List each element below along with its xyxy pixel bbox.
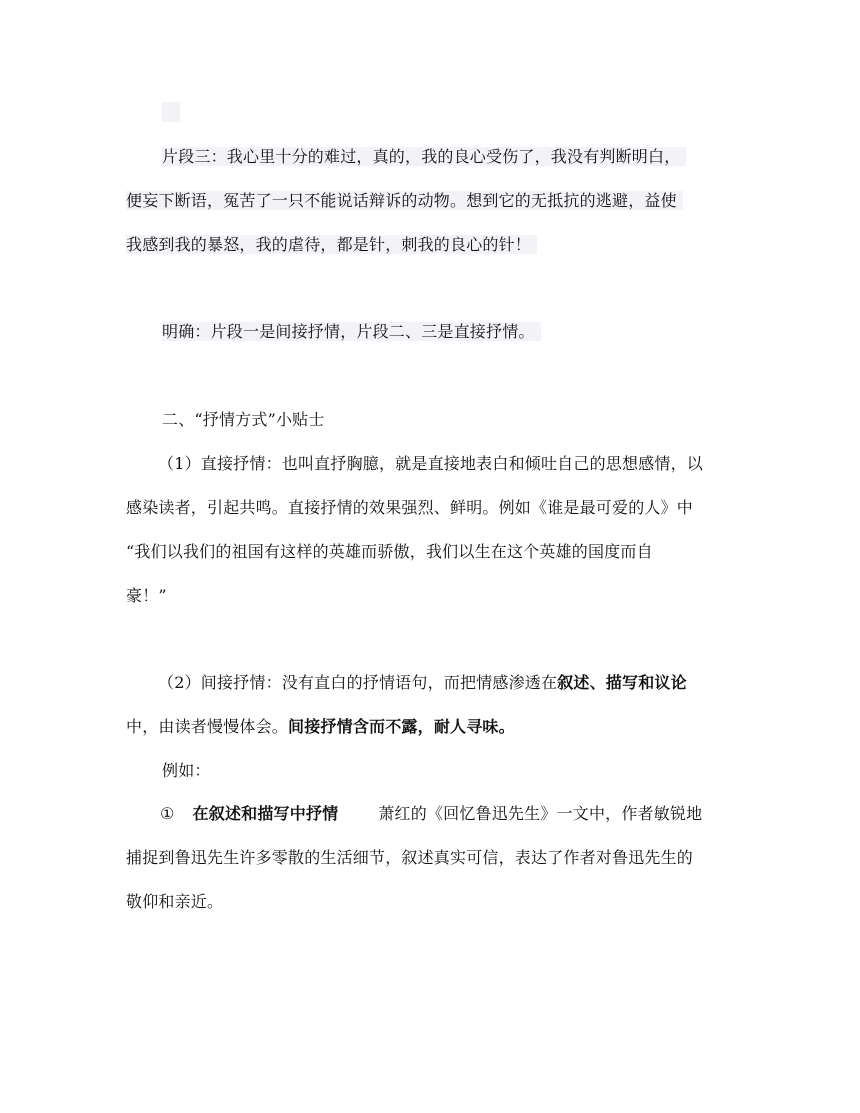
example1-marker: ① xyxy=(160,804,175,823)
fragment3-line2-text: 便妄下断语，冤苦了一只不能说话辩诉的动物。想到它的无抵抗的逃避，益使 xyxy=(126,191,683,210)
indirect-line2-bold: 间接抒情含而不露，耐人寻味。 xyxy=(288,717,515,736)
fragment3-line2 xyxy=(126,189,683,213)
indirect-line1-bold: 叙述、描写和议论 xyxy=(557,673,687,692)
indirect-line1 xyxy=(158,671,687,695)
indirect-line1-prefix: （2）间接抒情：没有直白的抒情语句，而把情感渗透在 xyxy=(158,673,558,692)
indirect-line2 xyxy=(126,715,515,739)
example1-line3: 敬仰和亲近。 xyxy=(126,892,224,911)
direct-line2: 感染读者，引起共鸣。直接抒情的效果强烈、鲜明。例如《谁是最可爱的人》中 xyxy=(126,498,694,517)
fragment3-line3-text: 我感到我的暴怒，我的虐待，都是针，刺我的良心的针！ xyxy=(126,235,537,254)
direct-line3: “我们以我们的祖国有这样的英雄而骄傲，我们以生在这个英雄的国度而自 xyxy=(126,542,653,561)
indirect-line2-prefix: 中，由读者慢慢体会。 xyxy=(126,717,289,736)
answer-text: 明确：片段一是间接抒情，片段二、三是直接抒情。 xyxy=(162,322,541,341)
example-label: 例如： xyxy=(162,761,211,780)
fragment3-line3 xyxy=(126,233,537,257)
example1-line1-text: 萧红的《回忆鲁迅先生》一文中，作者敏锐地 xyxy=(378,804,703,823)
example1-heading: 在叙述和描写中抒情 xyxy=(192,804,339,823)
example1-line1 xyxy=(160,802,702,826)
direct-line4: 豪！” xyxy=(126,586,167,605)
fragment3-line1-text: 片段三：我心里十分的难过，真的，我的良心受伤了，我没有判断明白， xyxy=(162,147,686,166)
highlight-mark xyxy=(162,102,180,122)
fragment3-line1 xyxy=(162,145,686,169)
direct-line1: （1）直接抒情：也叫直抒胸臆，就是直接地表白和倾吐自己的思想感情，以 xyxy=(158,454,703,473)
example1-line2: 捕捉到鲁迅先生许多零散的生活细节，叙述真实可信，表达了作者对鲁迅先生的 xyxy=(126,848,694,867)
section2-title: 二、“抒情方式”小贴士 xyxy=(162,410,325,429)
answer-line xyxy=(162,320,541,344)
